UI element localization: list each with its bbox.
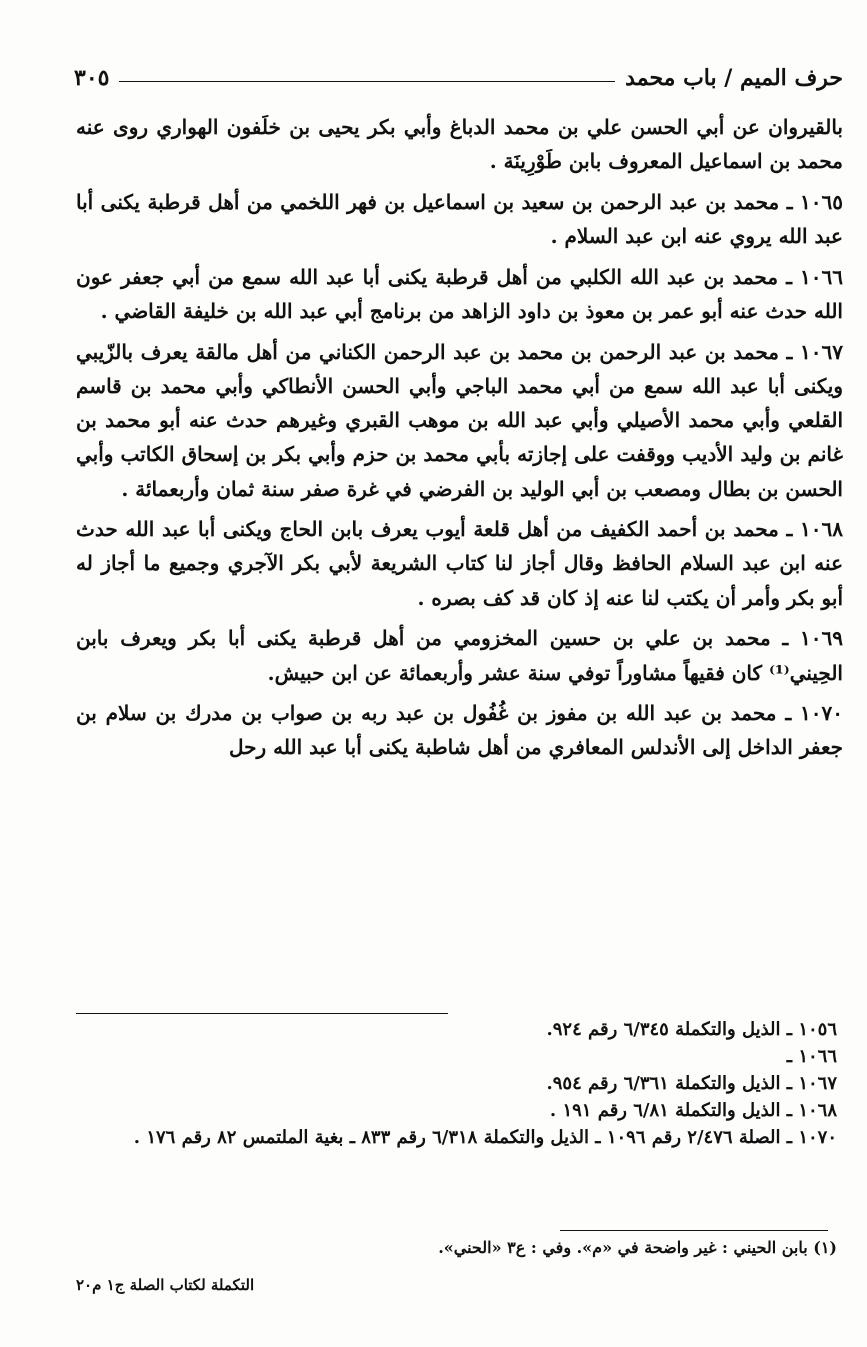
source-line: ١٠٦٧ ـ الذيل والتكملة ٦/٣٦١ رقم ٩٥٤.: [546, 1073, 837, 1094]
sources-divider: [76, 1013, 448, 1014]
header-rule: [119, 81, 615, 82]
main-text: [76, 110, 843, 771]
entry-number: ١٠٧٠: [800, 701, 843, 726]
footnote: (١) بابن الحيني : غير واضحة في «م». وفي : ع٣ «الحني».: [438, 1238, 837, 1257]
page-header: [74, 60, 843, 96]
entry-text: ـ محمد بن عبد الرحمن بن سعيد بن اسماعيل بن فهر اللخمي من أهل قرطبة يكنى أبا عبد الله يروي عنه ابن عبد السلام .: [76, 189, 843, 249]
entry-1065: [76, 185, 843, 253]
entry-text: ـ محمد بن عبد الله بن مفوز بن غُفُول بن عبد ربه بن صواب بن مدرك بن سلام بن جعفر الداخل إلى الأندلس المعافري من أهل شاطبة يكنى أبا عبد الله رحل: [76, 701, 843, 760]
source-line: ١٠٦٦ ـ: [786, 1046, 837, 1067]
entry-1068: [76, 512, 843, 615]
entry-number: ١٠٦٥: [800, 189, 844, 214]
entry-number: ١٠٦٩: [800, 626, 843, 651]
entry-continuation: [76, 110, 843, 178]
entry-text: ـ محمد بن أحمد الكفيف من أهل قلعة أيوب يعرف بابن الحاج ويكنى أبا عبد الله حدث عنه ابن عبد السلام الحافظ وقال أجاز لنا كتاب الشريعة لأبي بكر الآجري وجميع ما أجاز له أبو بكر وأمر أن يكتب لنا عنه إذ كان قد كف بصره .: [76, 517, 843, 610]
entry-number: ١٠٦٦: [800, 264, 843, 289]
entry-text: ـ محمد بن عبد الله الكلبي من أهل قرطبة يكنى أبا عبد الله سمع من أبي جعفر عون الله حدث عنه أبو عمر بن معوذ بن داود الزاهد من برنامج أبي عبد الله بن خليفة القاضي .: [76, 264, 843, 324]
entry-text: ـ محمد بن علي بن حسين المخزومي من أهل قرطبة يكنى أبا بكر ويعرف بابن الحِيني⁽¹⁾ كان فقيهاً مشاوراً توفي سنة عشر وأربعمائة عن ابن حبيش.: [76, 626, 843, 685]
entry-1066: [76, 260, 843, 328]
sources-apparatus: [76, 1016, 837, 1151]
source-line: ١٠٦٨ ـ الذيل والتكملة ٦/٨١ رقم ١٩١ .: [549, 1100, 837, 1121]
footnote-divider: [560, 1230, 828, 1231]
printer-signature: [76, 1276, 406, 1294]
entry-text: ـ محمد بن عبد الرحمن بن محمد بن عبد الرحمن الكناني من أهل مالقة يعرف بالزّيبي ويكنى أبا عبد الله سمع من أبي محمد الباجي وأبي الحسن الأنطاكي وأبي محمد بن قاسم القلعي وأبي محمد الأصيلي وأبي عبد الله بن موهب القبري وغيرهم حدث عنه أبو محمد بن غانم بن وليد الأديب ووقفت على إجازته بأبي محمد بن حزم وأبي بكر بن إسحاق الكاتب وأبي الحسن بن بطال ومصعب بن أبي الوليد بن الفرضي في غرة صفر سنة ثمان وأربعمائة .: [76, 339, 843, 501]
page-number: ٣٠٥: [74, 65, 110, 91]
source-line: ١٠٥٦ ـ الذيل والتكملة ٦/٣٤٥ رقم ٩٢٤.: [546, 1019, 837, 1040]
source-line: ١٠٧٠ ـ الصلة ٢/٤٧٦ رقم ١٠٩٦ ـ الذيل والتكملة ٦/٣١٨ رقم ٨٣٣ ـ بغية الملتمس ٨٢ رقم ١٧٦ .: [133, 1127, 837, 1148]
running-title: حرف الميم / باب محمد: [625, 65, 843, 91]
entry-number: ١٠٦٨: [800, 517, 843, 542]
entry-text: بالقيروان عن أبي الحسن علي بن محمد الدباغ وأبي بكر يحيى بن خلَفون الهواري روى عنه محمد بن اسماعيل المعروف بابن طَوْرِينَة .: [76, 115, 843, 174]
signature-text: التكملة لكتاب الصلة ج١ م٢٠: [76, 1276, 255, 1294]
entry-1067: [76, 335, 843, 506]
entry-number: ١٠٦٧: [800, 339, 843, 364]
entry-1069: [76, 621, 843, 689]
entry-1070: [76, 696, 843, 764]
